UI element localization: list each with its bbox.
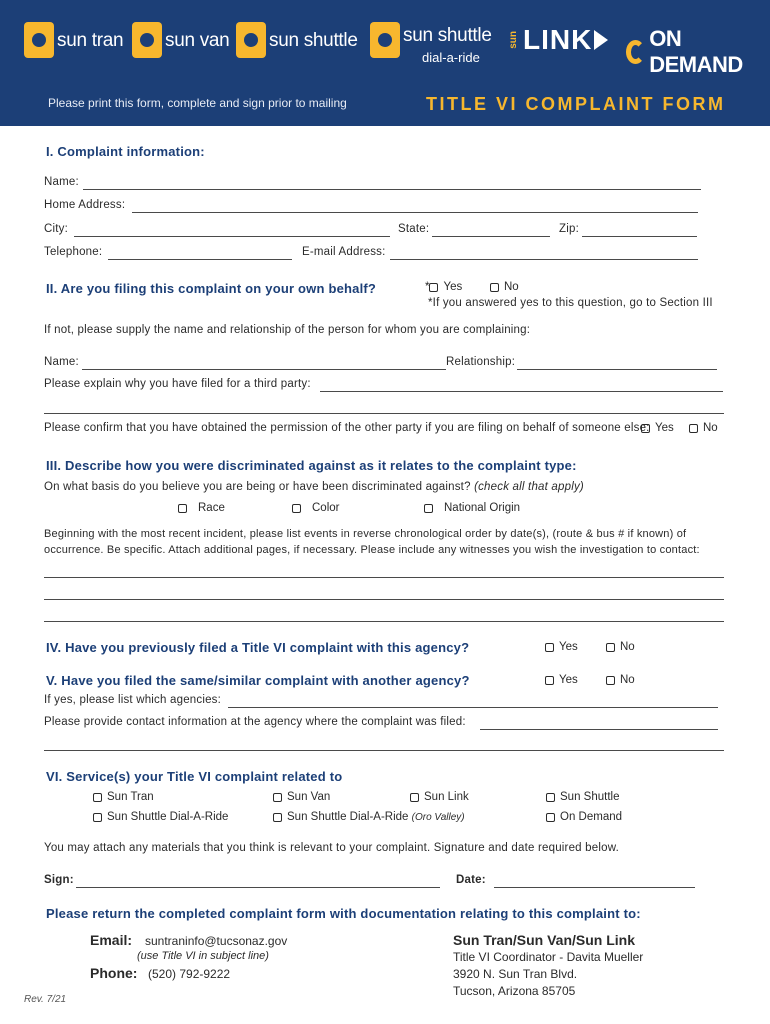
agency-contact-label: Please provide contact information at the agency where the complaint was filed: [44,716,466,728]
arrow-icon [594,30,608,50]
sun-icon [236,22,266,58]
header-banner [0,0,770,126]
sun-icon [132,22,162,58]
checkbox-icon[interactable] [292,504,301,513]
revision-label: Rev. 7/21 [24,994,67,1005]
own-behalf-yes-option[interactable]: * Yes [425,281,463,293]
permission-no-option[interactable]: No [689,422,718,434]
checkbox-icon[interactable] [546,813,555,822]
section-6-heading: VI. Service(s) your Title VI complaint related to [46,769,343,784]
checkbox-icon[interactable] [429,283,438,292]
relationship-field[interactable] [517,369,717,370]
attach-materials-note: You may attach any materials that you think is relevant to your complaint. Signature and date required below. [44,842,619,854]
agency-contact-field-2[interactable] [44,750,724,751]
sun-shuttle-logo: sun shuttle [236,20,358,60]
signature-field[interactable] [76,887,440,888]
name-label: Name: [44,176,79,188]
checkbox-icon[interactable] [410,793,419,802]
contact-coordinator: Title VI Coordinator - Davita Mueller [453,950,644,964]
home-address-label: Home Address: [44,199,126,211]
permission-confirm-label: Please confirm that you have obtained the permission of the other party if you are filing on behalf of someone else: [44,422,650,434]
c-shape-icon [626,40,645,64]
basis-color-option[interactable]: Color [292,502,339,514]
relationship-label: Relationship: [446,356,516,368]
contact-phone[interactable]: (520) 792-9222 [148,967,231,981]
sun-icon [370,22,400,58]
third-party-name-field[interactable] [82,369,446,370]
incident-instructions-line-1: Beginning with the most recent incident, please list events in reverse chronological order by date(s), (route & bus # if known) of [44,528,687,540]
service-sun-shuttle-dar-oro-valley-option[interactable]: Sun Shuttle Dial-A-Ride (Oro Valley) [273,811,465,823]
third-party-reason-field[interactable] [320,391,723,392]
sun-icon [24,22,54,58]
name-field[interactable] [83,189,701,190]
section-5-heading: V. Have you filed the same/similar complaint with another agency? [46,673,470,688]
other-agency-no-option[interactable]: No [606,674,635,686]
contact-organization: Sun Tran/Sun Van/Sun Link [453,932,636,948]
checkbox-icon[interactable] [273,813,282,822]
sun-shuttle-dial-a-ride-logo: sun shuttle dial-a-ride [370,20,492,60]
service-sun-link-option[interactable]: Sun Link [410,791,469,803]
checkbox-icon[interactable] [93,813,102,822]
basis-question: On what basis do you believe you are being or have been discriminated against? (check all that apply) [44,481,584,493]
city-field[interactable] [74,236,390,237]
checkbox-icon[interactable] [606,643,615,652]
agencies-field[interactable] [228,707,718,708]
state-field[interactable] [432,236,550,237]
checkbox-icon[interactable] [178,504,187,513]
checkbox-icon[interactable] [273,793,282,802]
email-field[interactable] [390,259,698,260]
incident-field-2[interactable] [44,599,724,600]
previously-filed-yes-option[interactable]: Yes [545,641,578,653]
service-sun-van-option[interactable]: Sun Van [273,791,330,803]
checkbox-icon[interactable] [689,424,698,433]
phone-contact-label: Phone: [90,965,138,981]
form-title: TITLE VI COMPLAINT FORM [426,94,726,114]
service-sun-shuttle-option[interactable]: Sun Shuttle [546,791,619,803]
service-sun-tran-option[interactable]: Sun Tran [93,791,154,803]
agencies-label: If yes, please list which agencies: [44,694,222,706]
section-4-heading: IV. Have you previously filed a Title VI complaint with this agency? [46,640,470,655]
contact-email[interactable]: suntraninfo@tucsonaz.gov [145,934,288,948]
incident-field-1[interactable] [44,577,724,578]
checkbox-icon[interactable] [93,793,102,802]
sign-label: Sign: [44,874,74,886]
email-label: E-mail Address: [302,246,386,258]
home-address-field[interactable] [132,212,698,213]
date-label: Date: [456,874,486,886]
date-field[interactable] [494,887,695,888]
telephone-field[interactable] [108,259,292,260]
incident-instructions-line-2: occurrence. Be specific. Attach additional pages, if necessary. Please include any witnesses you wish the investigation to contact: [44,544,700,556]
return-heading: Please return the completed complaint form with documentation relating to this complaint to: [46,906,641,921]
third-party-reason-field-2[interactable] [44,413,724,414]
own-behalf-no-option[interactable]: No [490,281,519,293]
zip-label: Zip: [559,223,579,235]
checkbox-icon[interactable] [606,676,615,685]
checkbox-icon[interactable] [545,643,554,652]
third-party-name-label: Name: [44,356,79,368]
service-sun-shuttle-dar-option[interactable]: Sun Shuttle Dial-A-Ride [93,811,228,823]
state-label: State: [398,223,430,235]
on-demand-logo: ON DEMAND [626,26,770,78]
third-party-reason-label: Please explain why you have filed for a third party: [44,378,311,390]
sun-tran-logo: sun tran [24,20,123,60]
zip-field[interactable] [582,236,697,237]
email-contact-label: Email: [90,932,133,948]
checkbox-icon[interactable] [641,424,650,433]
incident-field-3[interactable] [44,621,724,622]
previously-filed-no-option[interactable]: No [606,641,635,653]
checkbox-icon[interactable] [545,676,554,685]
section-2-heading: II. Are you filing this complaint on your own behalf? [46,281,377,296]
email-subject-note: (use Title VI in subject line) [137,950,269,962]
basis-race-option[interactable]: Race [178,502,225,514]
print-instructions: Please print this form, complete and sign prior to mailing [48,96,347,110]
if-not-instructions: If not, please supply the name and relationship of the person for whom you are complaining: [44,324,531,336]
checkbox-icon[interactable] [424,504,433,513]
checkbox-icon[interactable] [490,283,499,292]
section-3-skip-note: *If you answered yes to this question, go to Section III [428,297,713,309]
sun-link-logo: sun LINK [508,22,608,58]
permission-yes-option[interactable]: Yes [641,422,674,434]
other-agency-yes-option[interactable]: Yes [545,674,578,686]
city-label: City: [44,223,68,235]
contact-street: 3920 N. Sun Tran Blvd. [453,967,578,981]
service-on-demand-option[interactable]: On Demand [546,811,622,823]
agency-contact-field[interactable] [480,729,718,730]
sun-van-logo: sun van [132,20,229,60]
contact-city: Tucson, Arizona 85705 [453,984,576,998]
basis-national-origin-option[interactable]: National Origin [424,502,520,514]
telephone-label: Telephone: [44,246,103,258]
section-3-heading: III. Describe how you were discriminated against as it relates to the complaint type: [46,458,577,473]
section-1-heading: I. Complaint information: [46,144,205,159]
checkbox-icon[interactable] [546,793,555,802]
